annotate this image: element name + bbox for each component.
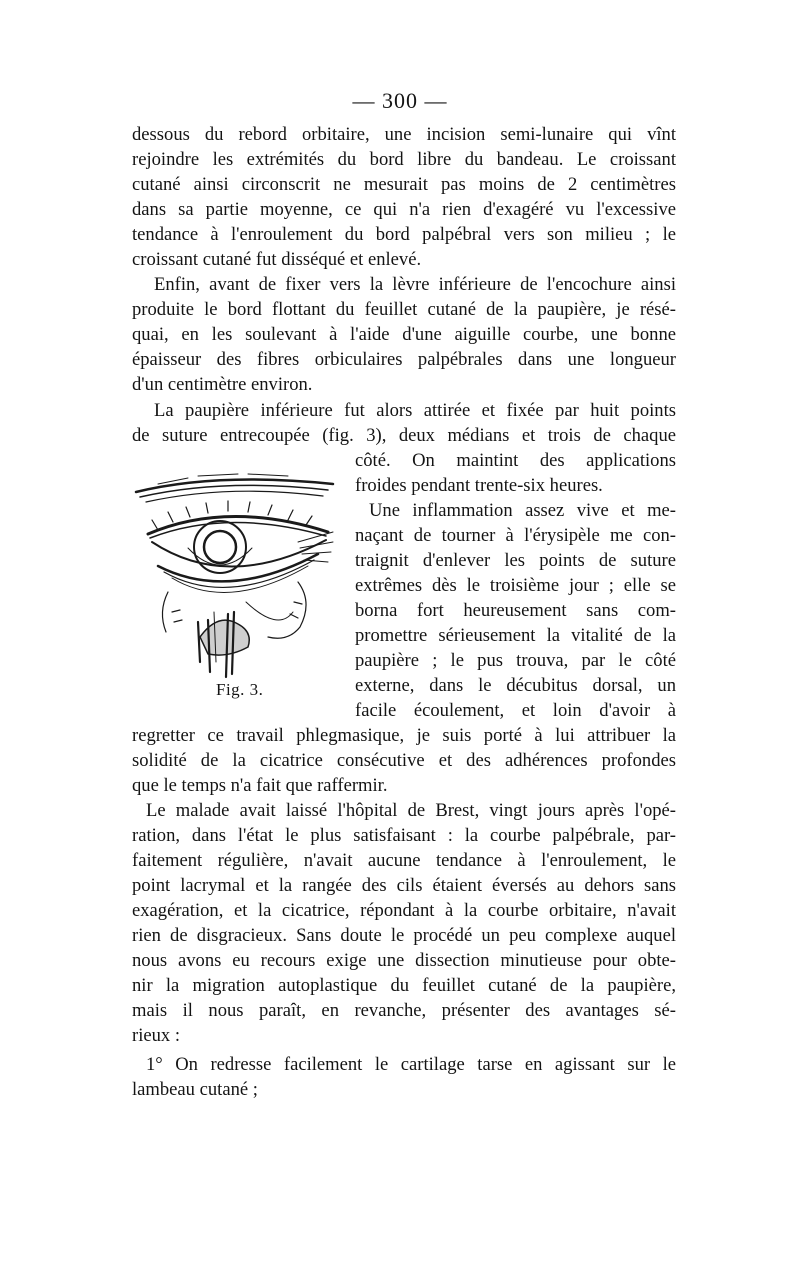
text-line: dans sa partie moyenne, ce qui n'a rien d'exagéré vu l'excessive <box>132 199 676 220</box>
text-line: de suture entrecoupée (fig. 3), deux médians et trois de chaque <box>132 425 676 446</box>
text-line: Une inflammation assez vive et me- <box>369 500 676 521</box>
text-line: traignit d'enlever les points de suture <box>355 550 676 571</box>
text-line: produite le bord flottant du feuillet cutané de la paupière, je résé- <box>132 299 676 320</box>
text-line: paupière ; le pus trouva, par le côté <box>355 650 676 671</box>
text-line: ration, dans l'état le plus satisfaisant : la courbe palpébrale, par- <box>132 825 676 846</box>
text-line: nir la migration autoplastique du feuillet cutané de la paupière, <box>132 975 676 996</box>
page-number: — 300 — <box>352 88 448 113</box>
text-line: Enfin, avant de fixer vers la lèvre inférieure de l'encochure ainsi <box>154 274 676 295</box>
text-line: Le malade avait laissé l'hôpital de Brest, vingt jours après l'opé- <box>146 800 676 821</box>
text-line: solidité de la cicatrice consécutive et des adhérences profondes <box>132 750 676 771</box>
paragraph-incision <box>132 122 676 272</box>
text-line: lambeau cutané ; <box>132 1079 258 1100</box>
text-line: dessous du rebord orbitaire, une incision semi-lunaire qui vînt <box>132 124 676 145</box>
text-line: facile écoulement, et loin d'avoir à <box>355 700 676 721</box>
eye-illustration <box>128 462 343 692</box>
text-line: externe, dans le décubitus dorsal, un <box>355 675 676 696</box>
text-line: épaisseur des fibres orbiculaires palpébrales dans une longueur <box>132 349 676 370</box>
text-line: exagération, et la cicatrice, répondant à la courbe orbitaire, n'avait <box>132 900 676 921</box>
text-line: promettre sérieusement la vitalité de la <box>355 625 676 646</box>
figure-caption: Fig. 3. <box>216 680 264 699</box>
text-line: mais il nous paraît, en revanche, présenter des avantages sé- <box>132 1000 676 1021</box>
text-line: faitement régulière, n'avait aucune tendance à l'enroulement, le <box>132 850 676 871</box>
paragraph-list-item-1 <box>132 1052 676 1102</box>
text-line: côté. On maintint des applications <box>355 450 676 471</box>
text-column-beside-figure <box>355 448 676 723</box>
text-line: froides pendant trente-six heures. <box>355 475 603 496</box>
text-line: que le temps n'a fait que raffermir. <box>132 775 388 796</box>
text-line: extrêmes dès le troisième jour ; elle se <box>355 575 676 596</box>
text-line: quai, en les soulevant à l'aide d'une aiguille courbe, une bonne <box>132 324 676 345</box>
text-line: cutané ainsi circonscrit ne mesurait pas moins de 2 centimètres <box>132 174 676 195</box>
text-line: naçant de tourner à l'érysipèle me con- <box>355 525 676 546</box>
text-line: regretter ce travail phlegmasique, je suis porté à lui attribuer la <box>132 725 676 746</box>
text-line: croissant cutané fut disséqué et enlevé. <box>132 249 422 270</box>
text-line: rieux : <box>132 1025 181 1046</box>
paragraph-malade <box>132 798 676 1048</box>
paragraph-paupiere <box>132 398 676 448</box>
text-line: nous avons eu recours exige une dissection minutieuse pour obte- <box>132 950 676 971</box>
text-line: borna fort heureusement sans com- <box>355 600 676 621</box>
text-line: rien de disgracieux. Sans doute le procédé un peu complexe auquel <box>132 925 676 946</box>
text-line: tendance à l'enroulement du bord palpébral vers son milieu ; le <box>132 224 676 245</box>
text-line: d'un centimètre environ. <box>132 374 313 395</box>
paragraph-enfin <box>132 272 676 397</box>
text-line: 1° On redresse facilement le cartilage tarse en agissant sur le <box>146 1054 676 1075</box>
text-line: La paupière inférieure fut alors attirée et fixée par huit points <box>154 400 676 421</box>
paragraph-inflammation-end <box>132 723 676 798</box>
text-line: point lacrymal et la rangée des cils étaient éversés au dehors sans <box>132 875 676 896</box>
text-line: rejoindre les extrémités du bord libre du bandeau. Le croissant <box>132 149 676 170</box>
